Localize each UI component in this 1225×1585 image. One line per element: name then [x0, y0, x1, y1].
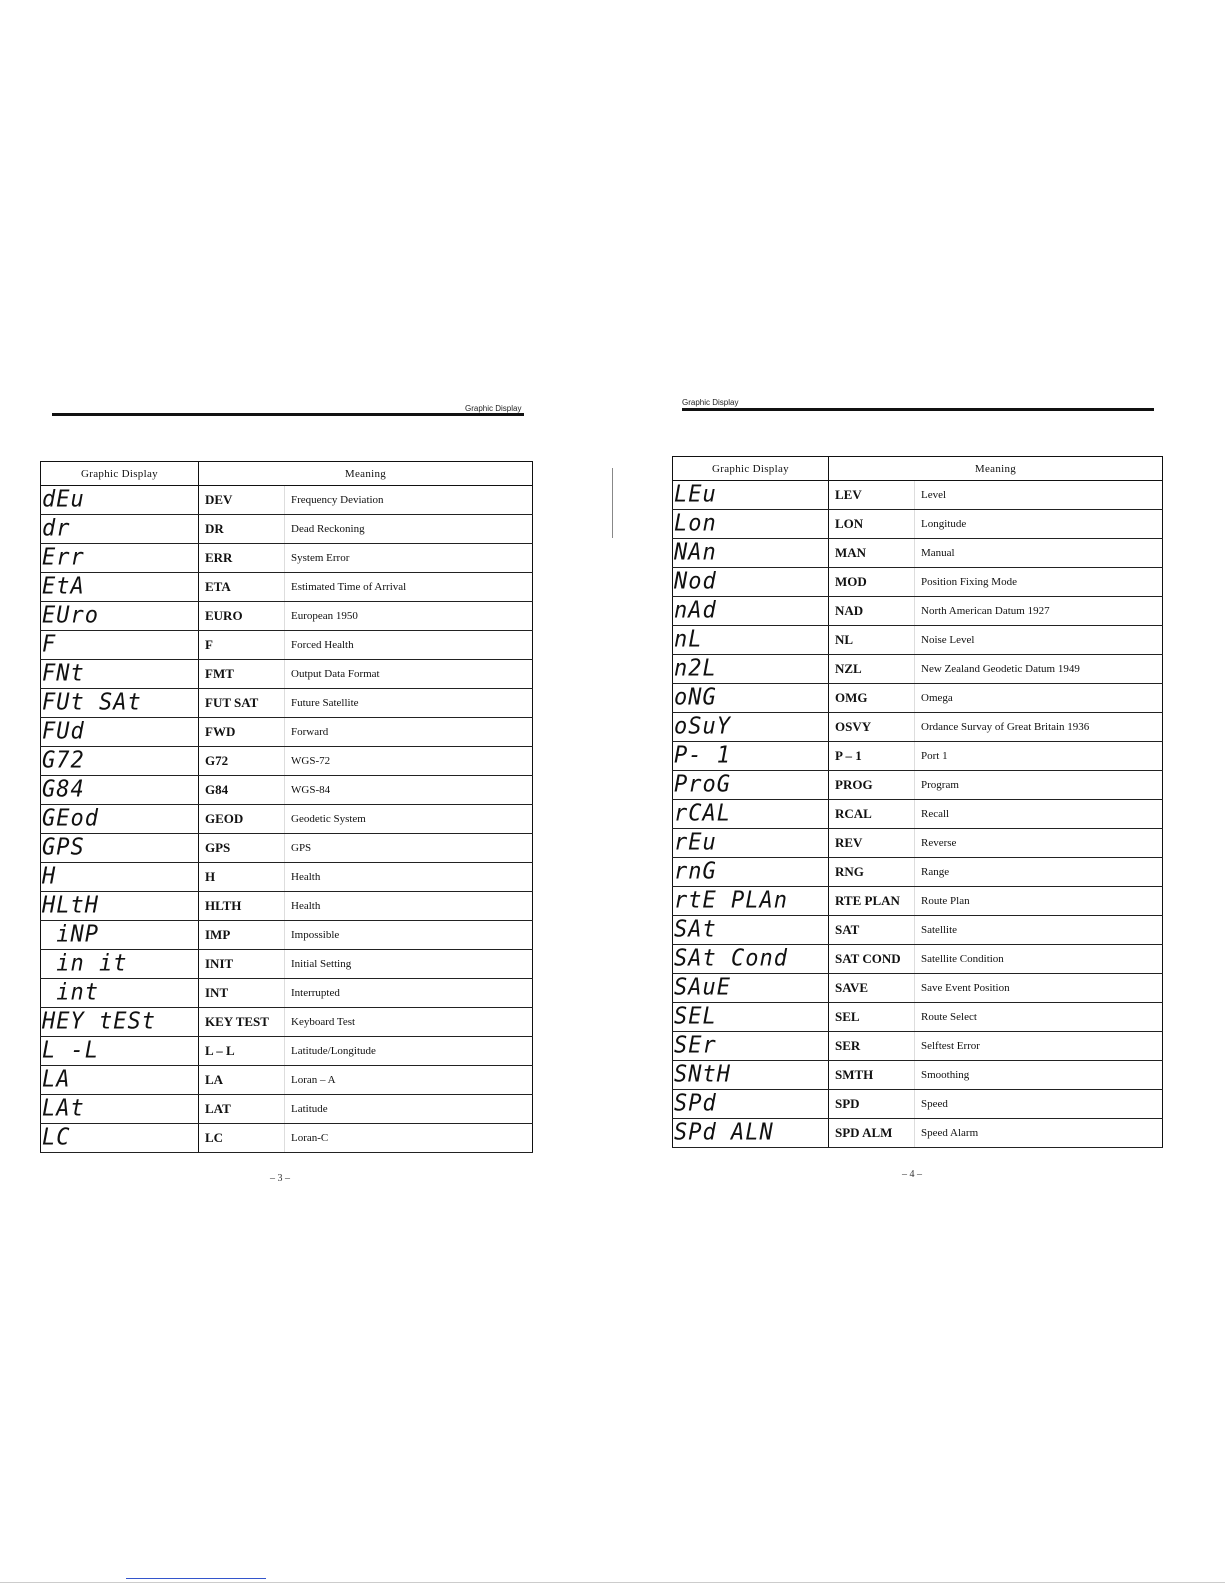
meaning-cell: Geodetic System — [285, 805, 533, 834]
table-row — [673, 1119, 1163, 1148]
graphic-display-cell — [673, 945, 829, 974]
abbreviation-cell: LEV — [829, 481, 915, 510]
table-row — [673, 916, 1163, 945]
meaning-cell: Smoothing — [915, 1061, 1163, 1090]
table-row — [673, 1061, 1163, 1090]
segment-display-glyph: iNP — [42, 921, 99, 948]
segment-display-glyph: dr — [42, 515, 71, 542]
meaning-cell: Save Event Position — [915, 974, 1163, 1003]
abbreviation-cell: LAT — [199, 1095, 285, 1124]
abbreviation-cell: G72 — [199, 747, 285, 776]
meaning-cell: Keyboard Test — [285, 1008, 533, 1037]
meaning-cell: Impossible — [285, 921, 533, 950]
meaning-cell: Range — [915, 858, 1163, 887]
meaning-cell: Reverse — [915, 829, 1163, 858]
table-row — [673, 568, 1163, 597]
segment-display-glyph: HEY tESt — [42, 1008, 156, 1035]
abbreviation-cell: MOD — [829, 568, 915, 597]
abbreviation-cell: FWD — [199, 718, 285, 747]
graphic-display-cell — [673, 800, 829, 829]
table-row — [41, 1066, 533, 1095]
abbreviation-cell: H — [199, 863, 285, 892]
segment-display-glyph: FUd — [42, 718, 85, 745]
column-header-meaning: Meaning — [199, 462, 533, 486]
table-row — [41, 544, 533, 573]
table-row — [673, 1090, 1163, 1119]
meaning-cell: Future Satellite — [285, 689, 533, 718]
table-row — [673, 597, 1163, 626]
meaning-cell: Forced Health — [285, 631, 533, 660]
graphic-display-cell — [673, 1061, 829, 1090]
segment-display-glyph: F — [42, 631, 57, 658]
table-row — [41, 486, 533, 515]
graphic-display-cell — [673, 626, 829, 655]
abbreviation-cell: EURO — [199, 602, 285, 631]
segment-display-glyph: L -L — [42, 1037, 99, 1064]
segment-display-glyph: SEr — [674, 1032, 717, 1059]
meaning-cell: Recall — [915, 800, 1163, 829]
segment-display-glyph: GPS — [42, 834, 85, 861]
abbreviation-cell: FMT — [199, 660, 285, 689]
right-glossary-table — [672, 456, 1163, 1148]
segment-display-glyph: SAt Cond — [674, 945, 788, 972]
table-row — [673, 684, 1163, 713]
abbreviation-cell: SEL — [829, 1003, 915, 1032]
table-row — [41, 631, 533, 660]
segment-display-glyph: SPd — [674, 1090, 717, 1117]
meaning-cell: European 1950 — [285, 602, 533, 631]
left-header-rule — [52, 413, 524, 416]
graphic-display-cell — [673, 1003, 829, 1032]
abbreviation-cell: RCAL — [829, 800, 915, 829]
abbreviation-cell: LA — [199, 1066, 285, 1095]
abbreviation-cell: NL — [829, 626, 915, 655]
graphic-display-cell — [41, 950, 199, 979]
graphic-display-cell — [673, 713, 829, 742]
meaning-cell: Manual — [915, 539, 1163, 568]
abbreviation-cell: SPD — [829, 1090, 915, 1119]
graphic-display-cell — [41, 602, 199, 631]
abbreviation-cell: DEV — [199, 486, 285, 515]
segment-display-glyph: H — [42, 863, 57, 890]
abbreviation-cell: OSVY — [829, 713, 915, 742]
segment-display-glyph: n2L — [674, 655, 717, 682]
meaning-cell: Satellite — [915, 916, 1163, 945]
meaning-cell: GPS — [285, 834, 533, 863]
abbreviation-cell: F — [199, 631, 285, 660]
abbreviation-cell: SAT COND — [829, 945, 915, 974]
abbreviation-cell: HLTH — [199, 892, 285, 921]
segment-display-glyph: EUro — [42, 602, 99, 629]
table-row — [673, 655, 1163, 684]
abbreviation-cell: KEY TEST — [199, 1008, 285, 1037]
table-row — [673, 713, 1163, 742]
graphic-display-cell — [41, 776, 199, 805]
table-row — [41, 747, 533, 776]
bottom-edge-line — [0, 1582, 1225, 1583]
table-row — [673, 829, 1163, 858]
meaning-cell: WGS-84 — [285, 776, 533, 805]
meaning-cell: Speed — [915, 1090, 1163, 1119]
abbreviation-cell: FUT SAT — [199, 689, 285, 718]
segment-display-glyph: SAt — [674, 916, 717, 943]
footer-link-underline — [126, 1578, 266, 1579]
left-page-number: – 3 – — [270, 1173, 290, 1184]
table-row — [673, 858, 1163, 887]
meaning-cell: Health — [285, 863, 533, 892]
graphic-display-cell — [673, 510, 829, 539]
graphic-display-cell — [673, 742, 829, 771]
graphic-display-cell — [673, 1032, 829, 1061]
meaning-cell: Program — [915, 771, 1163, 800]
segment-display-glyph: NAn — [674, 539, 717, 566]
graphic-display-cell — [41, 892, 199, 921]
graphic-display-cell — [673, 858, 829, 887]
abbreviation-cell: INT — [199, 979, 285, 1008]
graphic-display-cell — [41, 544, 199, 573]
segment-display-glyph: dEu — [42, 486, 85, 513]
graphic-display-cell — [673, 974, 829, 1003]
meaning-cell: Ordance Survay of Great Britain 1936 — [915, 713, 1163, 742]
graphic-display-cell — [673, 1119, 829, 1148]
table-row — [673, 800, 1163, 829]
graphic-display-cell — [41, 834, 199, 863]
graphic-display-cell — [673, 568, 829, 597]
meaning-cell: Loran – A — [285, 1066, 533, 1095]
abbreviation-cell: MAN — [829, 539, 915, 568]
graphic-display-cell — [41, 1124, 199, 1153]
meaning-cell: Satellite Condition — [915, 945, 1163, 974]
segment-display-glyph: rtE PLAn — [674, 887, 788, 914]
segment-display-glyph: ProG — [674, 771, 731, 798]
abbreviation-cell: NZL — [829, 655, 915, 684]
meaning-cell: Route Plan — [915, 887, 1163, 916]
table-row — [41, 1095, 533, 1124]
table-row — [41, 950, 533, 979]
meaning-cell: WGS-72 — [285, 747, 533, 776]
segment-display-glyph: oSuY — [674, 713, 731, 740]
table-row — [673, 539, 1163, 568]
abbreviation-cell: RNG — [829, 858, 915, 887]
abbreviation-cell: PROG — [829, 771, 915, 800]
table-row — [673, 742, 1163, 771]
meaning-cell: Forward — [285, 718, 533, 747]
left-page-header: Graphic Display — [465, 404, 522, 413]
meaning-cell: Position Fixing Mode — [915, 568, 1163, 597]
meaning-cell: Output Data Format — [285, 660, 533, 689]
abbreviation-cell: GEOD — [199, 805, 285, 834]
graphic-display-cell — [41, 1037, 199, 1066]
segment-display-glyph: nAd — [674, 597, 717, 624]
graphic-display-cell — [41, 1095, 199, 1124]
meaning-cell: Frequency Deviation — [285, 486, 533, 515]
table-row — [673, 974, 1163, 1003]
table-row — [41, 602, 533, 631]
graphic-display-cell — [673, 829, 829, 858]
graphic-display-cell — [41, 979, 199, 1008]
meaning-cell: Omega — [915, 684, 1163, 713]
segment-display-glyph: rnG — [674, 858, 717, 885]
table-row — [41, 718, 533, 747]
segment-display-glyph: rCAL — [674, 800, 731, 827]
graphic-display-cell — [673, 481, 829, 510]
graphic-display-cell — [673, 684, 829, 713]
meaning-cell: Selftest Error — [915, 1032, 1163, 1061]
segment-display-glyph: GEod — [42, 805, 99, 832]
abbreviation-cell: ERR — [199, 544, 285, 573]
meaning-cell: Interrupted — [285, 979, 533, 1008]
segment-display-glyph: FUt SAt — [42, 689, 142, 716]
graphic-display-cell — [673, 1090, 829, 1119]
graphic-display-cell — [41, 660, 199, 689]
segment-display-glyph: LAt — [42, 1095, 85, 1122]
table-row — [41, 689, 533, 718]
table-row — [41, 863, 533, 892]
table-row — [41, 834, 533, 863]
segment-display-glyph: LA — [42, 1066, 71, 1093]
abbreviation-cell: NAD — [829, 597, 915, 626]
meaning-cell: Level — [915, 481, 1163, 510]
graphic-display-cell — [41, 1066, 199, 1095]
column-header-meaning: Meaning — [829, 457, 1163, 481]
graphic-display-cell — [673, 771, 829, 800]
segment-display-glyph: Lon — [674, 510, 717, 537]
abbreviation-cell: SPD ALM — [829, 1119, 915, 1148]
meaning-cell: Longitude — [915, 510, 1163, 539]
graphic-display-cell — [41, 631, 199, 660]
graphic-display-cell — [41, 573, 199, 602]
graphic-display-cell — [673, 655, 829, 684]
meaning-cell: System Error — [285, 544, 533, 573]
table-row — [41, 892, 533, 921]
segment-display-glyph: FNt — [42, 660, 85, 687]
abbreviation-cell: SAVE — [829, 974, 915, 1003]
graphic-display-cell — [673, 887, 829, 916]
graphic-display-cell — [41, 689, 199, 718]
segment-display-glyph: SNtH — [674, 1061, 731, 1088]
segment-display-glyph: SEL — [674, 1003, 717, 1030]
abbreviation-cell: DR — [199, 515, 285, 544]
segment-display-glyph: Err — [42, 544, 85, 571]
meaning-cell: Dead Reckoning — [285, 515, 533, 544]
abbreviation-cell: LON — [829, 510, 915, 539]
abbreviation-cell: IMP — [199, 921, 285, 950]
segment-display-glyph: EtA — [42, 573, 85, 600]
meaning-cell: Estimated Time of Arrival — [285, 573, 533, 602]
table-row — [41, 1037, 533, 1066]
meaning-cell: New Zealand Geodetic Datum 1949 — [915, 655, 1163, 684]
table-row — [673, 1032, 1163, 1061]
segment-display-glyph: HLtH — [42, 892, 99, 919]
meaning-cell: Route Select — [915, 1003, 1163, 1032]
table-row — [673, 481, 1163, 510]
graphic-display-cell — [41, 805, 199, 834]
segment-display-glyph: G72 — [42, 747, 85, 774]
segment-display-glyph: Nod — [674, 568, 717, 595]
abbreviation-cell: ETA — [199, 573, 285, 602]
abbreviation-cell: P – 1 — [829, 742, 915, 771]
graphic-display-cell — [673, 597, 829, 626]
table-row — [673, 771, 1163, 800]
meaning-cell: Initial Setting — [285, 950, 533, 979]
segment-display-glyph: LC — [42, 1124, 71, 1151]
column-header-graphic-display: Graphic Display — [41, 462, 199, 486]
abbreviation-cell: L – L — [199, 1037, 285, 1066]
segment-display-glyph: G84 — [42, 776, 85, 803]
page-fold-line — [612, 468, 613, 538]
abbreviation-cell: REV — [829, 829, 915, 858]
table-row — [41, 515, 533, 544]
meaning-cell: Noise Level — [915, 626, 1163, 655]
meaning-cell: Health — [285, 892, 533, 921]
graphic-display-cell — [41, 863, 199, 892]
segment-display-glyph: in it — [42, 950, 128, 977]
graphic-display-cell — [41, 747, 199, 776]
segment-display-glyph: rEu — [674, 829, 717, 856]
table-row — [41, 1008, 533, 1037]
abbreviation-cell: G84 — [199, 776, 285, 805]
right-page-header: Graphic Display — [682, 398, 739, 407]
abbreviation-cell: INIT — [199, 950, 285, 979]
meaning-cell: Latitude — [285, 1095, 533, 1124]
table-row — [41, 660, 533, 689]
right-header-rule — [682, 408, 1154, 411]
abbreviation-cell: OMG — [829, 684, 915, 713]
graphic-display-cell — [41, 1008, 199, 1037]
table-row — [41, 805, 533, 834]
graphic-display-cell — [673, 916, 829, 945]
meaning-cell: Loran-C — [285, 1124, 533, 1153]
meaning-cell: Latitude/Longitude — [285, 1037, 533, 1066]
table-row — [673, 887, 1163, 916]
abbreviation-cell: SMTH — [829, 1061, 915, 1090]
meaning-cell: North American Datum 1927 — [915, 597, 1163, 626]
table-row — [673, 945, 1163, 974]
graphic-display-cell — [41, 486, 199, 515]
table-row — [41, 776, 533, 805]
segment-display-glyph: LEu — [674, 481, 717, 508]
abbreviation-cell: GPS — [199, 834, 285, 863]
graphic-display-cell — [41, 921, 199, 950]
column-header-graphic-display: Graphic Display — [673, 457, 829, 481]
table-row — [41, 921, 533, 950]
right-page-number: – 4 – — [902, 1169, 922, 1180]
graphic-display-cell — [673, 539, 829, 568]
table-row — [673, 1003, 1163, 1032]
graphic-display-cell — [41, 718, 199, 747]
table-row — [673, 626, 1163, 655]
table-row — [673, 510, 1163, 539]
segment-display-glyph: oNG — [674, 684, 717, 711]
table-row — [41, 1124, 533, 1153]
segment-display-glyph: int — [42, 979, 99, 1006]
table-row — [41, 979, 533, 1008]
graphic-display-cell — [41, 515, 199, 544]
segment-display-glyph: SPd ALN — [674, 1119, 774, 1146]
meaning-cell: Port 1 — [915, 742, 1163, 771]
meaning-cell: Speed Alarm — [915, 1119, 1163, 1148]
left-glossary-table — [40, 461, 533, 1153]
table-row — [41, 573, 533, 602]
segment-display-glyph: P- 1 — [674, 742, 731, 769]
abbreviation-cell: SER — [829, 1032, 915, 1061]
segment-display-glyph: SAuE — [674, 974, 731, 1001]
abbreviation-cell: RTE PLAN — [829, 887, 915, 916]
abbreviation-cell: LC — [199, 1124, 285, 1153]
segment-display-glyph: nL — [674, 626, 703, 653]
abbreviation-cell: SAT — [829, 916, 915, 945]
